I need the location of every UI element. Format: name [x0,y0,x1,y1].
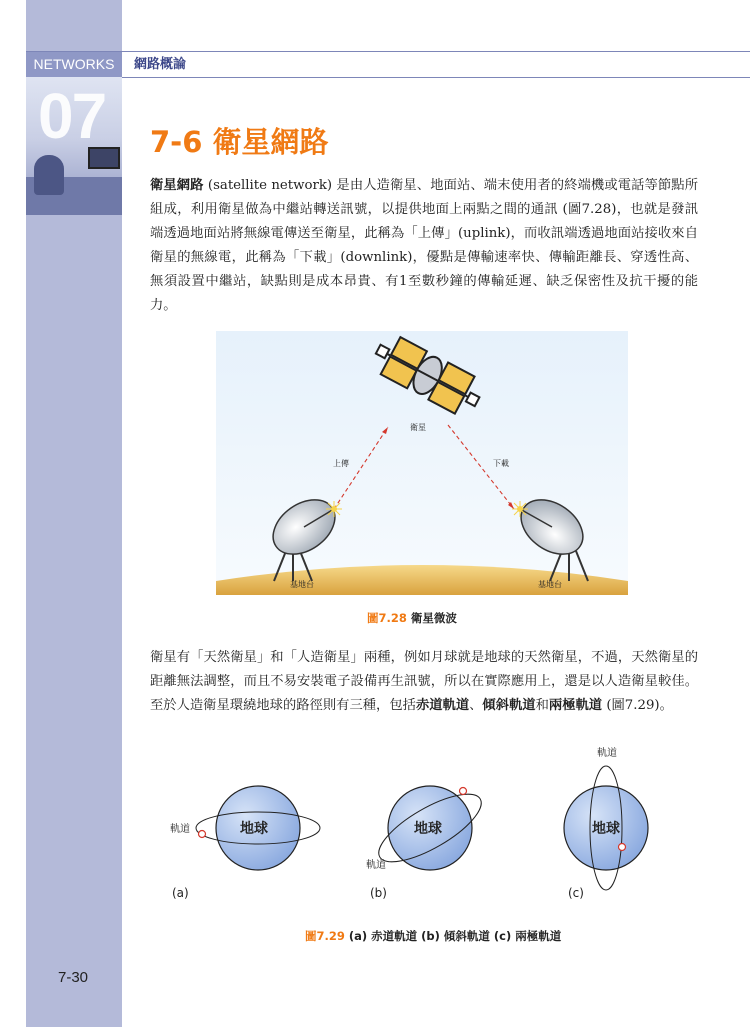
book-title: 網路概論 [134,57,187,72]
section-title: 7-6 衛星網路 [150,125,329,159]
term-satellite-network: 衛星網路 [150,178,204,193]
polar-orbit-diagram [564,746,648,900]
panel-label-a: (a) [172,886,189,900]
figure1-caption-text: 衛星微波 [406,611,457,625]
globe-label-b: 地球 [414,821,442,837]
station-left-label: 基地台 [290,580,314,589]
station-right-label: 基地台 [538,580,562,589]
paragraph2-text-b: (圖7.29)。 [602,698,673,713]
panel-label-b: (b) [370,886,387,900]
series-label: NETWORKS [26,52,122,77]
satellite-marker-a [199,831,206,838]
orbit-types-figure [160,742,660,912]
globe-label-c: 地球 [592,821,620,837]
term-inclined-orbit: 傾斜軌道 [482,698,536,713]
paragraph-satellite-network [150,174,698,318]
orbit-label-c: 軌道 [597,748,617,759]
satellite-marker-b [460,788,467,795]
figure2-caption-text: (a) 赤道軌道 (b) 傾斜軌道 (c) 兩極軌道 [344,929,562,943]
figure1-caption [367,610,457,626]
page-margin [0,0,26,1027]
term-equatorial-orbit: 赤道軌道 [415,698,470,713]
page-number: 7-30 [58,969,89,986]
orbit-label-b: 軌道 [366,860,386,871]
panel-label-c: (c) [568,886,584,900]
chapter-number: 07 [38,80,106,152]
term-polar-orbit: 兩極軌道 [548,698,603,713]
satellite-microwave-figure [216,331,628,595]
chapter-photo [26,77,122,215]
paragraph2-and: 和 [535,698,549,713]
figure2-caption [305,928,561,944]
paragraph1-text: (satellite network) 是由人造衛星、地面站、端末使用者的終端機或電話等節點所組成，利用衛星做為中繼站轉送訊號，以提供地面上兩點之間的通訊 (圖7.28)，也就是發訊端透過地面站將無線電傳送至衛星，此稱為「上傳」(uplink)，而收訊端透過地面站接收來自衛星的無線電，此稱為「下載」(downlink)，優點是傳輸速率快、傳輸距離長、穿透性高、無須設置中繼站，缺點則是成本昂貴、有1至數秒鐘的傳輸延遲、缺乏保密性及抗干擾的能力。 [150,178,698,313]
figure1-caption-number: 圖7.28 [367,611,407,625]
equatorial-orbit-diagram [170,786,320,900]
orbit-label-a: 軌道 [170,824,190,835]
photo-person [34,155,64,195]
globe-label-a: 地球 [240,821,268,837]
paragraph-orbits [150,646,698,718]
inclined-orbit-diagram [366,782,490,900]
downlink-label: 下載 [493,459,509,468]
uplink-label: 上傳 [333,459,349,468]
paragraph2-text-a: 衛星有「天然衛星」和「人造衛星」兩種，例如月球就是地球的天然衛星，不過，天然衛星的距離無法調整，而且不易安裝電子設備再生訊號，所以在實際應用上，還是以人造衛星較佳。至於人造衛星環繞地球的路徑則有三種，包括 [150,650,698,713]
satellite-label: 衛星 [410,423,426,432]
running-header [26,51,750,78]
satellite-marker-c [619,844,626,851]
paragraph2-sep: 、 [469,698,483,713]
figure2-caption-number: 圖7.29 [305,929,345,943]
